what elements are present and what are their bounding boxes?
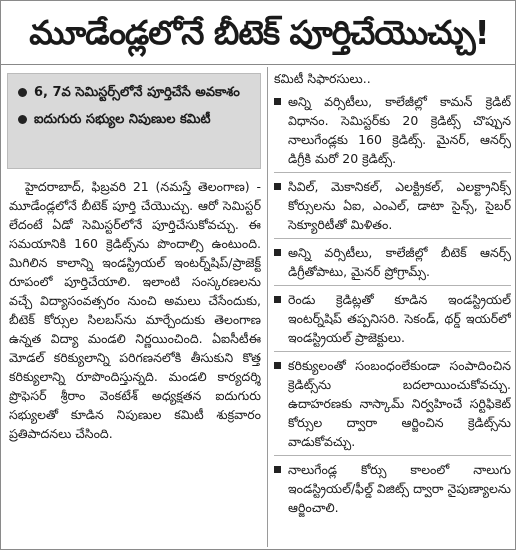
recommendation-item <box>274 460 511 521</box>
recommendation-item <box>274 177 511 239</box>
article-body-column <box>9 177 261 547</box>
bullet-square-icon <box>274 98 281 105</box>
recommendations-column <box>274 69 511 547</box>
recommendation-text: నాలుగేండ్ల కోర్సు కాలంలో నాలుగు ఇండస్ట్రియల్/ఫీల్డ్ విజిట్స్ ద్వారా నైపుణ్యాలను ఆర్జించాలి. <box>288 462 511 515</box>
recommendation-item <box>274 290 511 352</box>
recommendation-item <box>274 92 511 173</box>
highlight-text: 6, 7వ సెమిస్టర్స్‌లోనే పూర్తిచేసే అవకాశం <box>34 85 240 100</box>
bullet-square-icon <box>274 466 281 473</box>
recommendation-text: అన్ని వర్సిటీలు, కాలేజీల్లో బీటెక్ ఆనర్స్ డిగ్రీతోపాటు, మైనర్ ప్రోగ్రామ్స్. <box>288 245 511 279</box>
bullet-square-icon <box>274 249 281 256</box>
highlight-item <box>16 109 252 130</box>
bullet-icon <box>18 88 27 97</box>
recommendation-text: కరిక్యులంతో సంబంధంలేకుండా సంపాదించిన క్రెడిట్స్‌ను బదలాయించుకోవచ్చు. ఉదాహరణకు నాస్కామ్ నిర్వహించే సర్టిఫికెట్ కోర్సుల ద్వారా ఆర్జించిన క్రెడిట్స్‌ను వాడుకోవచ్చు. <box>288 358 511 449</box>
recommendation-text: అన్ని వర్సిటీలు, కాలేజీల్లో కామన్ క్రెడిట్ విధానం. సెమిస్టర్‌కు 20 క్రెడిట్స్ చొప్పున నాలుగేండ్లకు 160 క్రెడిట్స్. మైనర్, ఆనర్స్ డిగ్రీకి మరో 20 క్రెడిట్స్. <box>288 94 511 166</box>
highlight-text: ఐదుగురు సభ్యుల నిపుణుల కమిటీ <box>34 112 211 127</box>
bullet-square-icon <box>274 183 281 190</box>
headline-rule <box>1 64 515 65</box>
recommendation-text: సివిల్, మెకానికల్, ఎలక్ట్రికల్, ఎలక్ట్రానిక్స్ కోర్సులను ఏఐ, ఎంఎల్, డాటా సైన్స్, సైబర్ సెక్యూరిటీతో మిళితం. <box>288 179 511 232</box>
highlight-box <box>7 73 261 169</box>
highlight-item <box>16 82 252 103</box>
recommendations-heading: కమిటీ సిఫారసులు.. <box>274 71 371 86</box>
recommendation-item <box>274 356 511 456</box>
column-divider <box>267 67 268 547</box>
recommendation-text: రెండు క్రెడిట్లతో కూడిన ఇండస్ట్రియల్ ఇంటర్న్‌షిప్ తప్పనిసరి. సెకండ్, థర్డ్ ఇయర్‌లో ఇండస్ట్రియల్ ప్రాజెక్టులు. <box>288 292 511 345</box>
bullet-square-icon <box>274 296 281 303</box>
article-paragraph: హైదరాబాద్, ఫిబ్రవరి 21 (నమస్తే తెలంగాణ) - మూడేండ్లలోనే బీటెక్ పూర్తి చేయొచ్చు. ఆరో సెమిస్టర్ లేదంటే ఏడో సెమిస్టర్‌లోనే పూర్తిచేసుకోవచ్చు. ఈ సమయానికి 160 క్రెడిట్స్‌ను పొందాల్సి ఉంటుంది. మిగిలిన కాలాన్ని ఇండస్ట్రియల్ ఇంటర్న్‌షిప్/ప్రాజెక్ట్ రూపంలో పూర్తిచేయాలి. ఇలాంటి సంస్కరణలను వచ్చే విద్యాసంవత్సరం నుంచి అమలు చేసేందుకు, బీటెక్ కోర్సుల సిలబస్‌ను మార్చేందుకు తెలంగాణ ఉన్నత విద్యా మండలి నిర్ణయించింది. ఏఐసీటీఈ మోడల్ కరిక్యులాన్ని పరిగణనలోకి తీసుకుని కొత్త కరిక్యులాన్ని రూపొందిస్తున్నది. మండలి కార్యదర్శి ప్రొఫెసర్ శ్రీరాం వెంకటేశ్ అధ్యక్షతన ఐదుగురు సభ్యులతో కూడిన నిపుణుల కమిటీ శుక్రవారం ప్రతిపాదనలు చేసింది. <box>9 179 261 441</box>
bullet-icon <box>18 115 27 124</box>
recommendation-item <box>274 243 511 286</box>
bullet-square-icon <box>274 362 281 369</box>
headline: మూడేండ్లలోనే బీటెక్ పూర్తిచేయొచ్చు! <box>29 13 489 52</box>
